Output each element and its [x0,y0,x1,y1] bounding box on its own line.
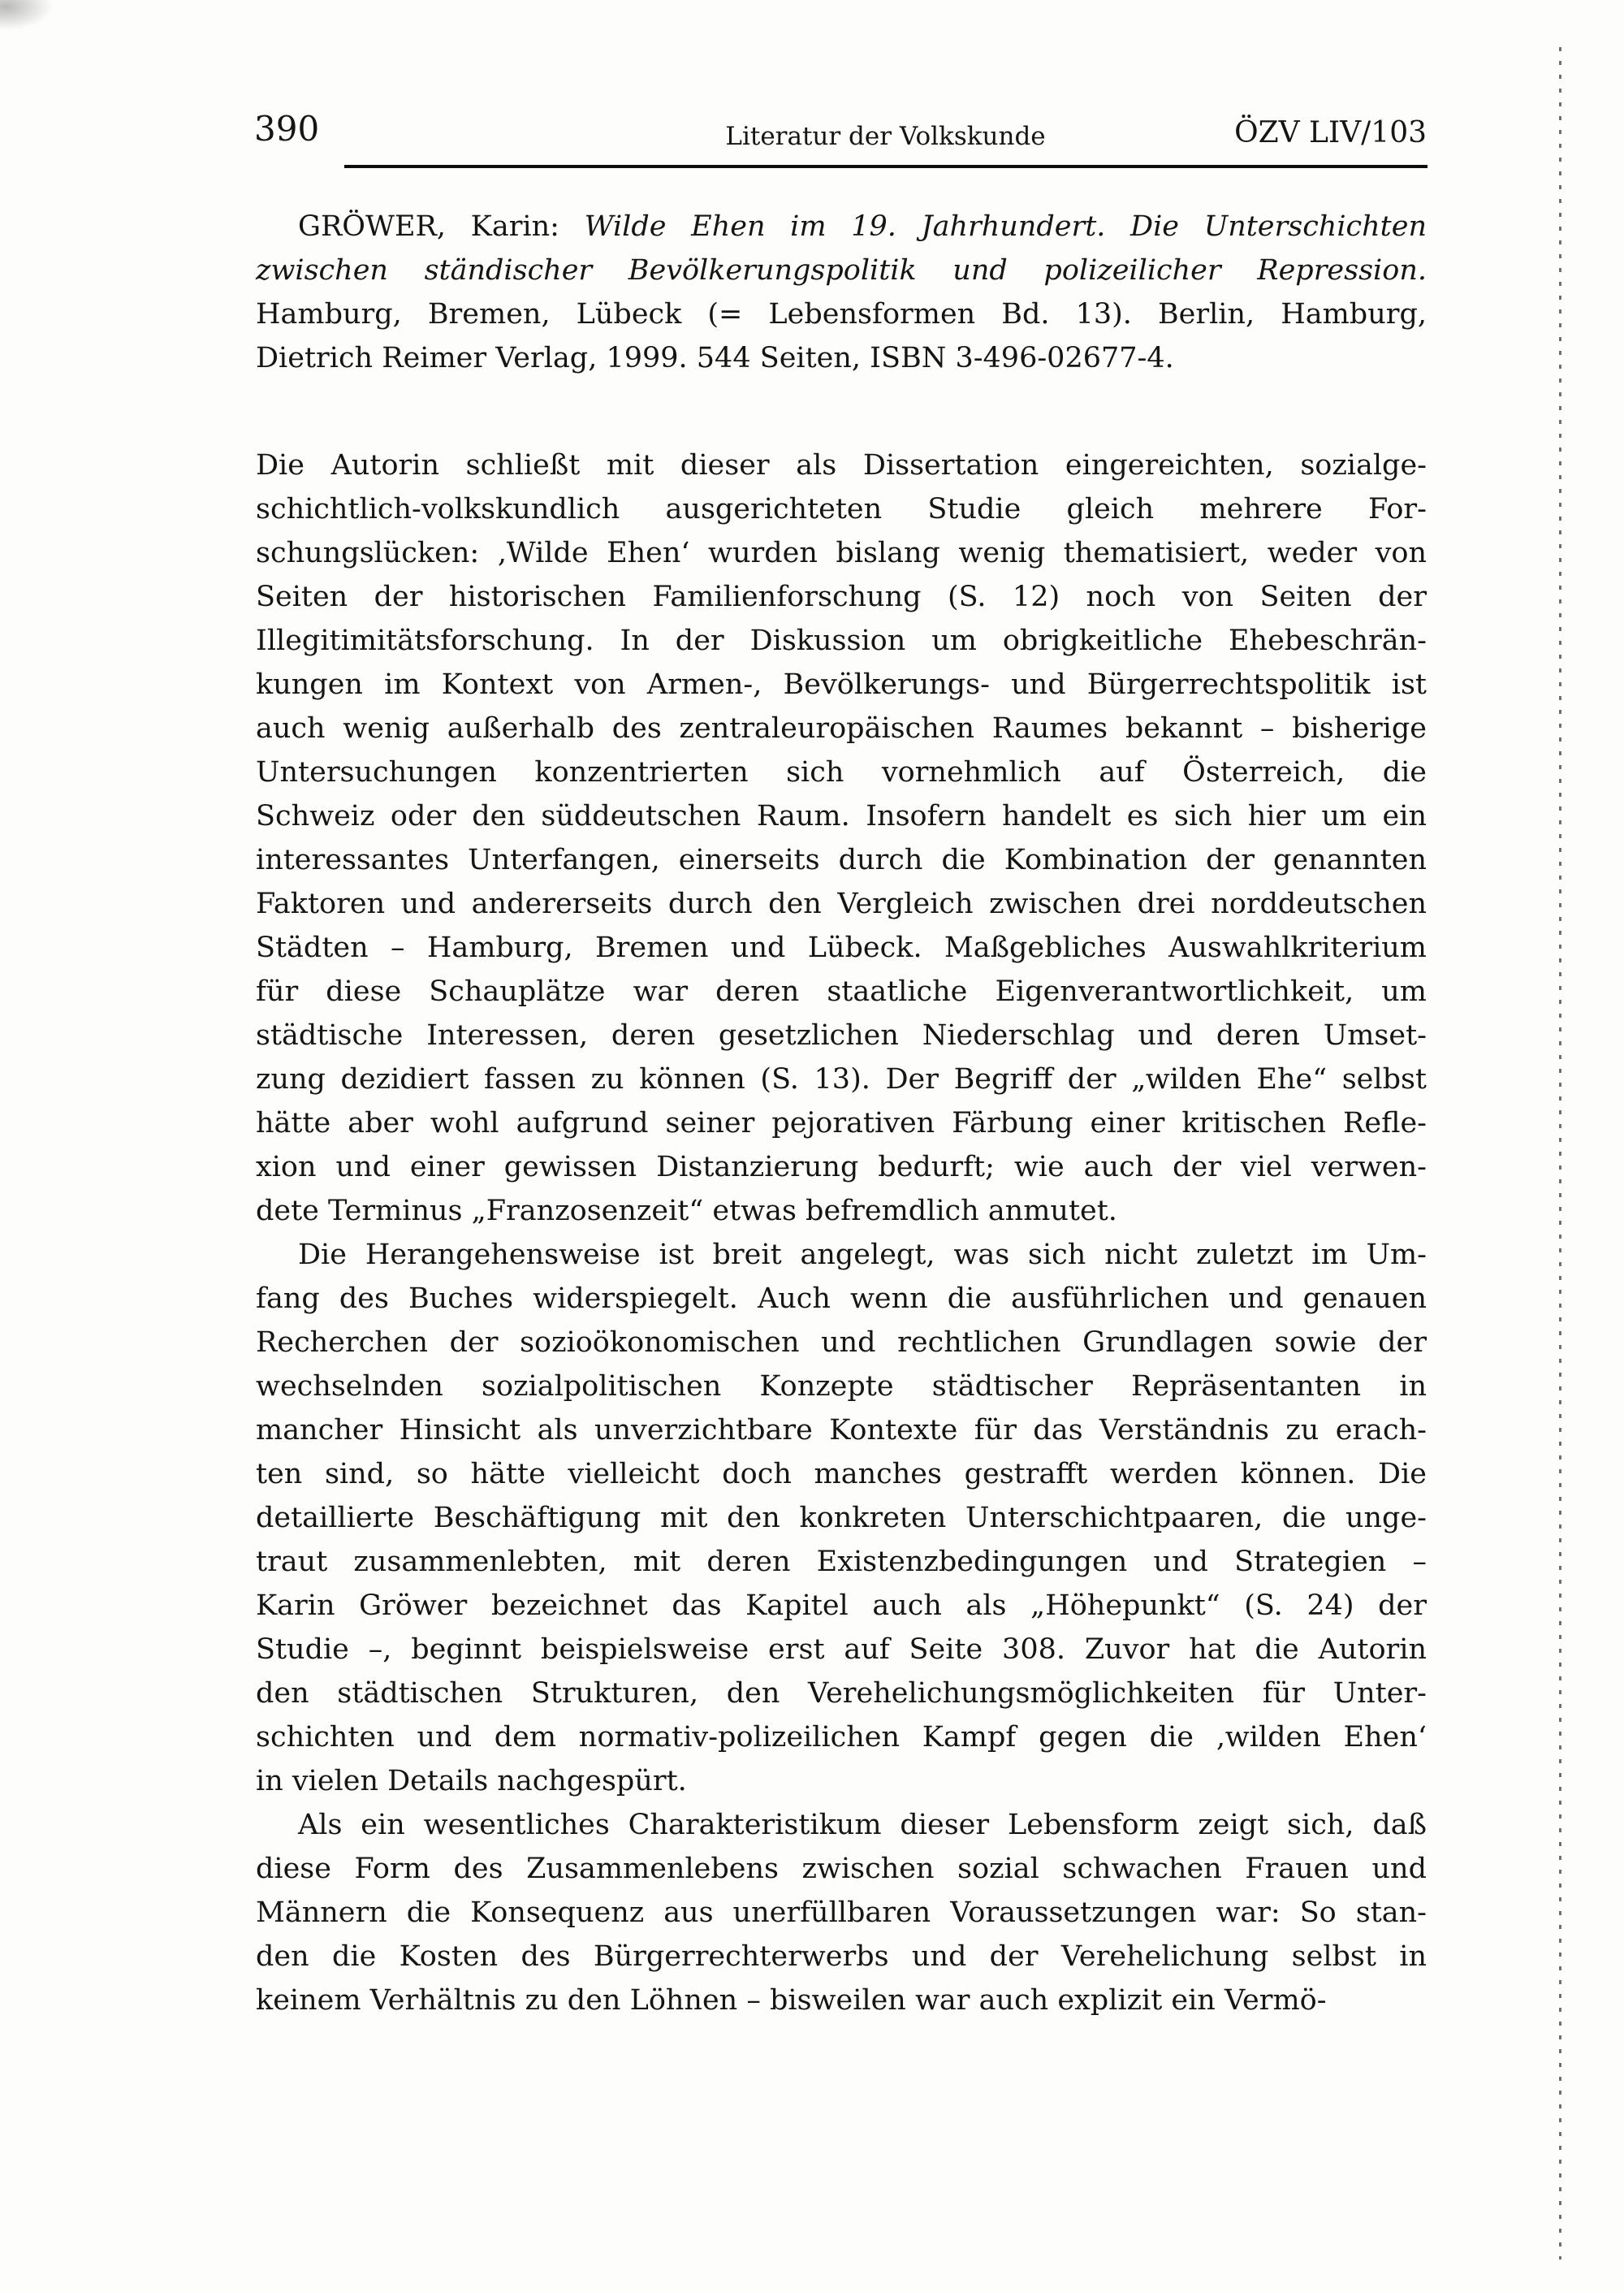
text-line: Als ein wesentliches Charakteristikum dieser Lebensform zeigt sich, daß [298,1809,1427,1841]
text-line: kungen im Kontext von Armen-, Bevölkerungs- und Bürgerrechtspolitik ist [256,668,1427,701]
page-number: 390 [254,109,320,149]
text-line: wechselnden sozialpolitischen Konzepte städtischer Repräsentanten in [256,1370,1427,1403]
text-line: schichten und dem normativ-polizeilichen Kampf gegen die ‚wilden Ehen‘ [256,1721,1427,1754]
book-citation [256,205,1427,380]
text-line [256,292,1427,336]
citation-title-italic: zwischen ständischer Bevölkerungspolitik und polizeilicher Repression. [256,254,1427,287]
text-line: für diese Schauplätze war deren staatliche Eigenverantwortlichkeit, um [256,975,1427,1008]
header-rule [344,165,1427,168]
text-line: mancher Hinsicht als unverzichtbare Kontexte für das Verständnis zu erach- [256,1414,1427,1447]
text-line [256,205,1427,249]
citation-text: Hamburg, Bremen, Lübeck (= Lebensformen Bd. 13). Berlin, Hamburg, [256,298,1427,331]
text-line: den die Kosten des Bürgerrechterwerbs und der Verehelichung selbst in [256,1940,1427,1973]
scan-artifact-line [1559,47,1561,2260]
text-line: schungslücken: ‚Wilde Ehen‘ wurden bislang wenig thematisiert, weder von [256,537,1427,569]
text-line: Illegitimitätsforschung. In der Diskussion um obrigkeitliche Ehebeschrän- [256,625,1427,657]
text-line: Schweiz oder den süddeutschen Raum. Insofern handelt es sich hier um ein [256,800,1427,832]
text-line: Faktoren und andererseits durch den Vergleich zwischen drei norddeutschen [256,888,1427,920]
text-line: Die Herangehensweise ist breit angelegt, was sich nicht zuletzt im Um- [298,1239,1427,1271]
text-line: traut zusammenlebten, mit deren Existenzbedingungen und Strategien – [256,1546,1427,1578]
citation-title-italic: Wilde Ehen im 19. Jahrhundert. Die Unterschichten [584,210,1427,243]
text-line: den städtischen Strukturen, den Verehelichungsmöglichkeiten für Unter- [256,1677,1427,1710]
paragraph [256,1803,1427,2022]
citation-text: GRÖWER, Karin: [298,210,585,243]
text-line: Städten – Hamburg, Bremen und Lübeck. Maßgebliches Auswahlkriterium [256,932,1427,964]
text-line: Studie –, beginnt beispielsweise erst auf Seite 308. Zuvor hat die Autorin [256,1633,1427,1666]
text-line: Männern die Konsequenz aus unerfüllbaren Voraussetzungen war: So stan- [256,1896,1427,1929]
text-line: diese Form des Zusammenlebens zwischen sozial schwachen Frauen und [256,1853,1427,1885]
citation-text: Dietrich Reimer Verlag, 1999. 544 Seiten, ISBN 3-496-02677-4. [256,342,1174,374]
text-line: keinem Verhältnis zu den Löhnen – bisweilen war auch explizit ein Vermö- [256,1984,1327,2017]
text-line: interessantes Unterfangen, einerseits durch die Kombination der genannten [256,844,1427,876]
text-line: Seiten der historischen Familienforschung (S. 12) noch von Seiten der [256,581,1427,613]
text-line: xion und einer gewissen Distanzierung bedurft; wie auch der viel verwen- [256,1151,1427,1183]
text-line: Untersuchungen konzentrierten sich vornehmlich auf Österreich, die [256,756,1427,789]
paragraph [256,443,1427,1233]
journal-volume-ref: ÖZV LIV/103 [1234,116,1427,149]
text-line: in vielen Details nachgespürt. [256,1765,687,1797]
review-body [256,443,1427,2022]
text-line [256,249,1427,292]
running-title: Literatur der Volkskunde [725,122,1046,151]
text-line: Die Autorin schließt mit dieser als Dissertation eingereichten, sozialge- [256,449,1427,482]
text-line: städtische Interessen, deren gesetzlichen Niederschlag und deren Umset- [256,1019,1427,1052]
text-line: hätte aber wohl aufgrund seiner pejorativen Färbung einer kritischen Refle- [256,1107,1427,1140]
text-line [256,336,1427,380]
text-line: fang des Buches widerspiegelt. Auch wenn die ausführlichen und genauen [256,1282,1427,1315]
scan-smudge [0,0,57,32]
text-line: detaillierte Beschäftigung mit den konkreten Unterschichtpaaren, die unge- [256,1502,1427,1534]
text-line: ten sind, so hätte vielleicht doch manches gestrafft werden können. Die [256,1458,1427,1490]
text-line: dete Terminus „Franzosenzeit“ etwas befremdlich anmutet. [256,1195,1117,1227]
paragraph [256,1233,1427,1803]
text-line: Karin Gröwer bezeichnet das Kapitel auch als „Höhepunkt“ (S. 24) der [256,1589,1427,1622]
text-line: Recherchen der sozioökonomischen und rechtlichen Grundlagen sowie der [256,1326,1427,1359]
text-line: auch wenig außerhalb des zentraleuropäischen Raumes bekannt – bisherige [256,712,1427,745]
text-line: schichtlich-volkskundlich ausgerichteten Studie gleich mehrere For- [256,493,1427,525]
text-line: zung dezidiert fassen zu können (S. 13). Der Begriff der „wilden Ehe“ selbst [256,1063,1427,1096]
